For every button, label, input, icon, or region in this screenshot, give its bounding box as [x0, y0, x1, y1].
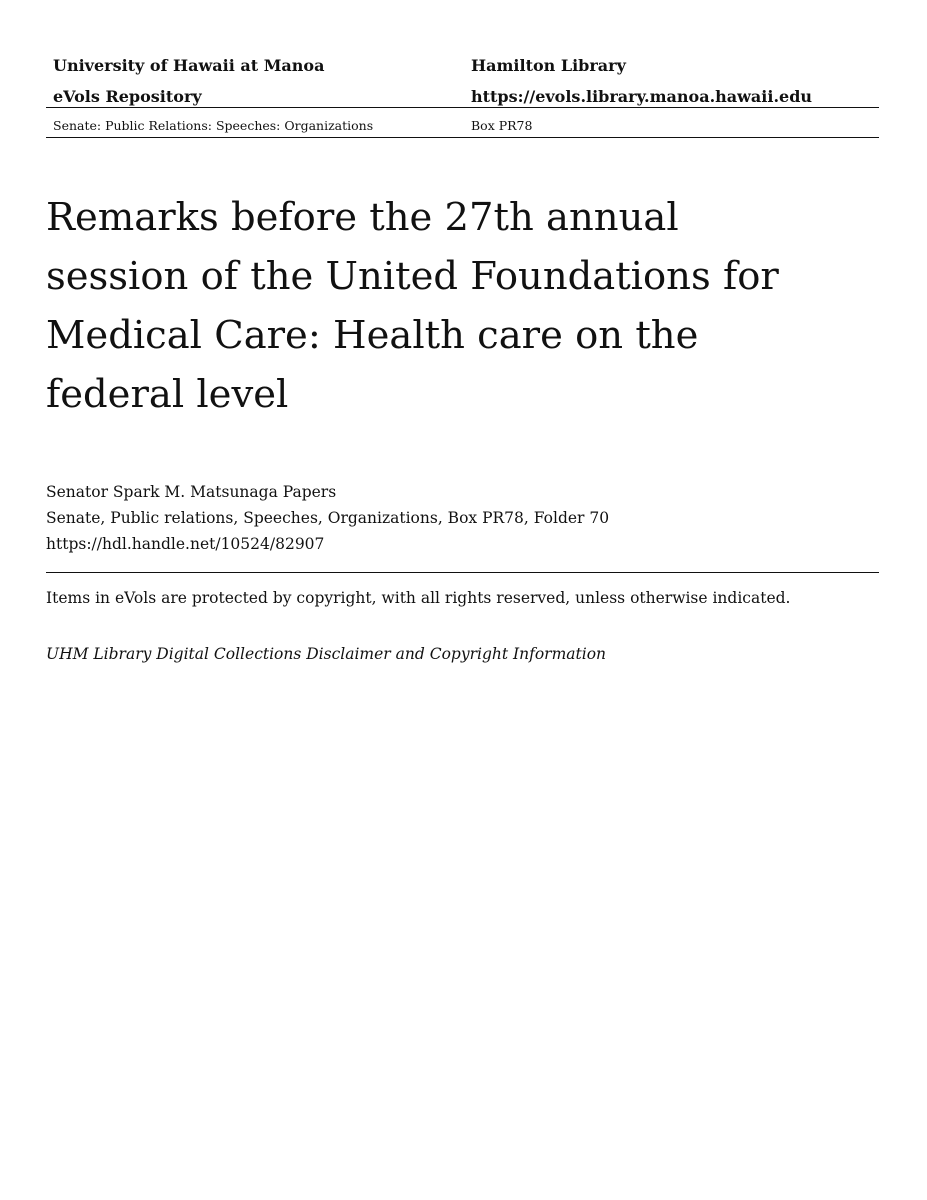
- copyright-notice: Items in eVols are protected by copyright, with all rights reserved, unless otherwise indicated.: [46, 589, 791, 607]
- collection-name: Senator Spark M. Matsunaga Papers: [46, 483, 337, 501]
- header-bottom-divider: [46, 137, 879, 138]
- collection-path: Senate: Public Relations: Speeches: Organizations: [53, 118, 374, 133]
- header-row-1: [46, 54, 879, 85]
- header-row-2: [46, 85, 879, 116]
- institution-name: University of Hawaii at Manoa: [53, 56, 325, 75]
- box-label: Box PR78: [471, 118, 533, 133]
- library-name: Hamilton Library: [471, 56, 626, 75]
- repository-name: eVols Repository: [53, 87, 202, 106]
- handle-link[interactable]: https://hdl.handle.net/10524/82907: [46, 535, 325, 553]
- document-metadata: [46, 479, 879, 557]
- repository-url-link[interactable]: https://evols.library.manoa.hawaii.edu: [471, 87, 813, 106]
- header-details: [46, 117, 879, 137]
- folder-location: Senate, Public relations, Speeches, Organizations, Box PR78, Folder 70: [46, 509, 610, 527]
- metadata-divider: [46, 572, 879, 573]
- header-divider: [46, 107, 879, 108]
- disclaimer-link[interactable]: UHM Library Digital Collections Disclaimer and Copyright Information: [46, 645, 607, 663]
- document-title: Remarks before the 27th annual session of the United Foundations for Medical Care: Health care on the federal level: [46, 195, 779, 417]
